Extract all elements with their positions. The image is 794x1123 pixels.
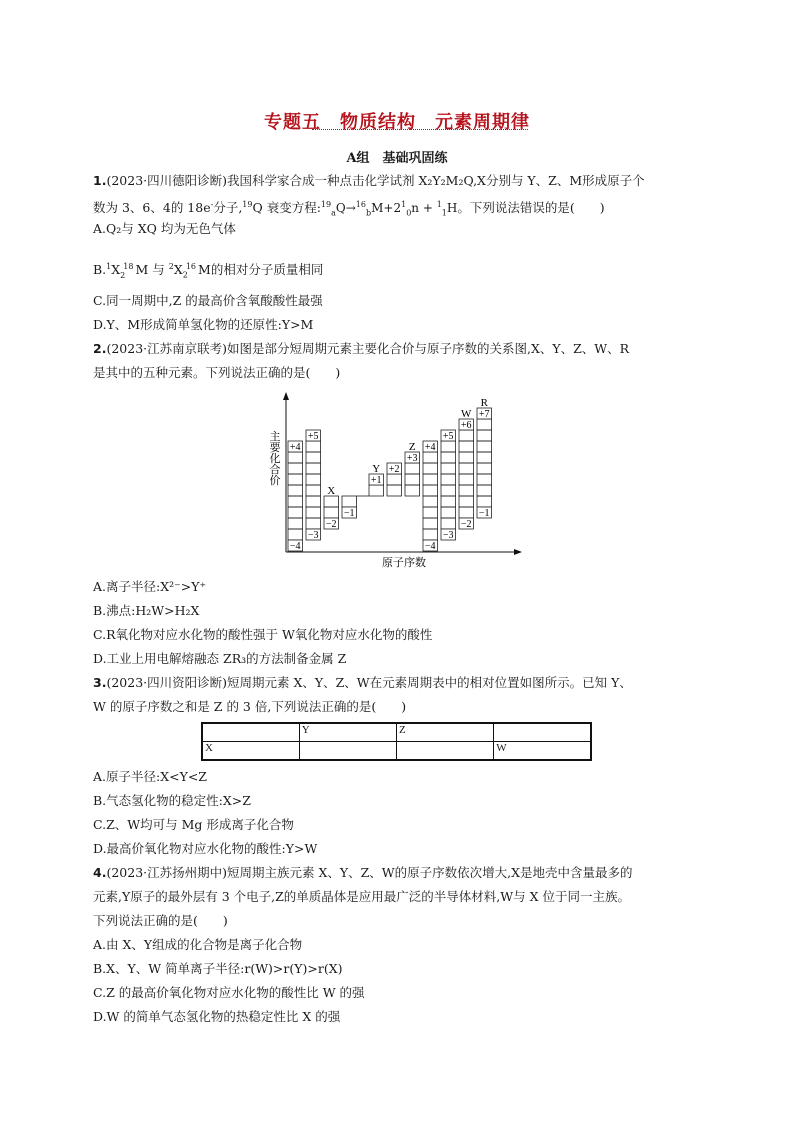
q4-number: 4. <box>93 865 107 880</box>
chart-bar-cell <box>387 474 402 485</box>
chart-negative-label: −3 <box>307 530 319 541</box>
q1-stem-line2c: Q 衰变方程: <box>252 200 321 216</box>
chart-bar-cell <box>306 463 321 474</box>
q1-option-b <box>93 258 323 285</box>
chart-positive-label: +7 <box>478 409 490 420</box>
chart-bar-cell <box>306 496 321 507</box>
q3-option-b: B.气态氢化物的稳定性:X>Z <box>93 793 251 808</box>
nuclide-2: $^2X_2^{16}$ M <box>168 262 211 280</box>
chart-bar-cell <box>441 441 456 452</box>
chart-bar-cell <box>288 529 303 540</box>
table-cell: Z <box>397 723 494 742</box>
q4-option-a: A.由 X、Y组成的化合物是离子化合物 <box>93 937 303 952</box>
chart-bar-cell <box>459 507 474 518</box>
chart-bar-cell <box>441 518 456 529</box>
chart-bar-cell <box>423 496 438 507</box>
chart-bar-cell <box>441 463 456 474</box>
chart-bar-cell <box>477 485 492 496</box>
chart-bar-cell <box>324 496 339 507</box>
q3-option-a: A.原子半径:X<Y<Z <box>93 769 207 784</box>
chart-bar-cell <box>477 430 492 441</box>
chart-bar-cell <box>288 474 303 485</box>
chart-negative-label: −2 <box>460 519 472 530</box>
q1-option-d: D.Y、M形成简单氢化物的还原性:Y>M <box>93 317 314 332</box>
q1-option-c: C.同一周期中,Z 的最高价含氧酸酸性最强 <box>93 293 323 308</box>
chart-bar-cell <box>288 518 303 529</box>
chart-bar-cell <box>441 485 456 496</box>
nuclide-1: $^1X_2^{18}$ M <box>106 262 149 280</box>
q1-stem-line2d: 。下列说法错误的是( ) <box>457 200 605 216</box>
q2-option-b: B.沸点:H₂W>H₂X <box>93 603 200 618</box>
chart-element-label: X <box>327 485 336 497</box>
table-cell: Y <box>299 723 396 742</box>
chart-bar-cell <box>441 452 456 463</box>
q1-stem-line1: (2023·四川德阳诊断)我国科学家合成一种点击化学试剂 X₂Y₂M₂Q,X分别与 Y、Z、M形成原子个 <box>106 173 645 188</box>
q2-number: 2. <box>93 341 107 356</box>
chart-negative-label: −1 <box>343 508 355 519</box>
q1-option-b-suffix: 的相对分子质量相同 <box>210 262 324 278</box>
table-cell <box>494 723 591 742</box>
chart-bar-cell <box>387 485 402 496</box>
q2-option-d: D.工业上用电解熔融态 ZR₃的方法制备金属 Z <box>93 651 347 666</box>
electron-superscript: - <box>210 200 214 209</box>
table-cell <box>299 742 396 761</box>
q1-stem-line2a: 数为 3、6、4的 18e <box>93 200 211 216</box>
q1-line2 <box>93 196 605 223</box>
table-cell: W <box>494 742 591 761</box>
q2-line1 <box>93 340 629 358</box>
chart-element-label: R <box>480 397 488 409</box>
q1-option-b-prefix: B. <box>93 262 107 278</box>
q3-stem-line2: W 的原子序数之和是 Z 的 3 倍,下列说法正确的是( ) <box>93 699 407 714</box>
q3-number: 3. <box>93 675 107 690</box>
q3-line1 <box>93 674 632 692</box>
page-title: 专题五 物质结构 元素周期律 <box>264 112 530 133</box>
section-heading: A组 基础巩固练 <box>346 151 448 166</box>
chart-bar-cell <box>459 430 474 441</box>
chart-positive-label: +3 <box>406 453 418 464</box>
chart-positive-label: +5 <box>442 431 454 442</box>
chart-bar-cell <box>288 463 303 474</box>
periodic-table-fragment <box>201 722 592 761</box>
chart-bar-cell <box>306 507 321 518</box>
chart-bar-cell <box>477 463 492 474</box>
chart-bar-cell <box>477 441 492 452</box>
q-mass-number: 19 <box>242 200 253 209</box>
chart-bar-cell <box>405 474 420 485</box>
chart-bar-cell <box>342 496 357 507</box>
chart-bar-cell <box>459 452 474 463</box>
y-axis-label: 主要化合价 <box>268 430 280 486</box>
chart-bar-cell <box>306 441 321 452</box>
q3-stem-line1: (2023·四川资阳诊断)短周期元素 X、Y、Z、W在元素周期表中的相对位置如图所示。已知 Y、 <box>106 675 632 690</box>
q4-option-d: D.W 的简单气态氢化物的热稳定性比 X 的强 <box>93 1009 341 1024</box>
chart-bar-cell <box>423 463 438 474</box>
q1-number: 1. <box>93 173 107 188</box>
chart-positive-label: +2 <box>388 464 400 475</box>
chart-bar-cell <box>324 507 339 518</box>
table-cell: X <box>202 742 299 761</box>
chart-bar-cell <box>423 452 438 463</box>
chart-bar-cell <box>405 463 420 474</box>
chart-bar-cell <box>288 452 303 463</box>
y-axis-arrow <box>283 392 289 400</box>
q4-stem-line3: 下列说法正确的是( ) <box>93 913 228 928</box>
chart-bar-cell <box>288 507 303 518</box>
chart-bar-cell <box>288 485 303 496</box>
q4-option-c: C.Z 的最高价氧化物对应水化物的酸性比 W 的强 <box>93 985 365 1000</box>
chart-negative-label: −4 <box>424 541 436 552</box>
chart-positive-label: +1 <box>370 475 382 486</box>
chart-bar-cell <box>288 496 303 507</box>
chart-bar-cell <box>477 474 492 485</box>
chart-positive-label: +6 <box>460 420 472 431</box>
q2-option-a: A.离子半径:X²⁻>Y⁺ <box>93 579 207 594</box>
q1-stem-line2b: 分子, <box>213 200 243 216</box>
chart-bar-cell <box>423 529 438 540</box>
chart-bar-cell <box>459 485 474 496</box>
chart-bar-cell <box>459 496 474 507</box>
chart-positive-label: +4 <box>424 442 436 453</box>
chart-negative-label: −2 <box>325 519 337 530</box>
chart-bar-cell <box>423 485 438 496</box>
chart-element-label: Y <box>372 463 381 475</box>
chart-bar-cell <box>405 485 420 496</box>
valence-chart <box>262 392 524 572</box>
q1-option-a: A.Q₂与 XQ 均为无色气体 <box>93 221 236 236</box>
chart-bar-cell <box>477 496 492 507</box>
chart-bar-cell <box>369 485 384 496</box>
x-axis-label: 原子序数 <box>382 557 426 569</box>
table-row <box>202 742 591 761</box>
chart-bar-cell <box>306 518 321 529</box>
chart-positive-label: +5 <box>307 431 319 442</box>
chart-negative-label: −1 <box>478 508 490 519</box>
q1-option-b-mid: 与 <box>152 262 165 278</box>
chart-bar-cell <box>423 507 438 518</box>
chart-bar-cell <box>459 474 474 485</box>
table-cell <box>397 742 494 761</box>
table-cell <box>202 723 299 742</box>
chart-bar-cell <box>477 419 492 430</box>
decay-equation: $^{19}_aQ\to^{16}_bM+2^1_0n + ^1_1H$ <box>320 200 458 218</box>
chart-bar-cell <box>306 474 321 485</box>
chart-negative-label: −3 <box>442 530 454 541</box>
chart-bar-cell <box>441 496 456 507</box>
q2-stem-line2: 是其中的五种元素。下列说法正确的是( ) <box>93 365 341 380</box>
q2-stem-line1: (2023·江苏南京联考)如图是部分短周期元素主要化合价与原子序数的关系图,X、Y、Z、W、R <box>106 341 630 356</box>
chart-bar-cell <box>459 463 474 474</box>
q4-stem-line2: 元素,Y原子的最外层有 3 个电子,Z的单质晶体是应用最广泛的半导体材料,W与 X 位于同一主族。 <box>93 889 630 904</box>
chart-bar-cell <box>423 518 438 529</box>
table-row <box>202 723 591 742</box>
chart-bar-cell <box>441 474 456 485</box>
chart-element-label: Z <box>408 441 416 453</box>
q1-line1 <box>93 172 645 190</box>
chart-bar-cell <box>423 474 438 485</box>
chart-negative-label: −4 <box>289 541 301 552</box>
chart-bar-cell <box>459 441 474 452</box>
title-underline <box>312 129 528 130</box>
chart-bar-cell <box>441 507 456 518</box>
q4-option-b: B.X、Y、W 简单离子半径:r(W)>r(Y)>r(X) <box>93 961 343 976</box>
chart-bar-cell <box>306 452 321 463</box>
chart-positive-label: +4 <box>289 442 301 453</box>
chart-bar-cell <box>306 485 321 496</box>
chart-bar-cell <box>477 452 492 463</box>
x-axis-arrow <box>514 549 522 555</box>
q3-option-d: D.最高价氧化物对应水化物的酸性:Y>W <box>93 841 318 856</box>
q4-line1 <box>93 864 633 882</box>
q4-stem-line1: (2023·江苏扬州期中)短周期主族元素 X、Y、Z、W的原子序数依次增大,X是地壳中含量最多的 <box>106 865 633 880</box>
q3-option-c: C.Z、W均可与 Mg 形成离子化合物 <box>93 817 294 832</box>
q2-option-c: C.R氧化物对应水化物的酸性强于 W氧化物对应水化物的酸性 <box>93 627 433 642</box>
chart-element-label: W <box>461 408 472 420</box>
